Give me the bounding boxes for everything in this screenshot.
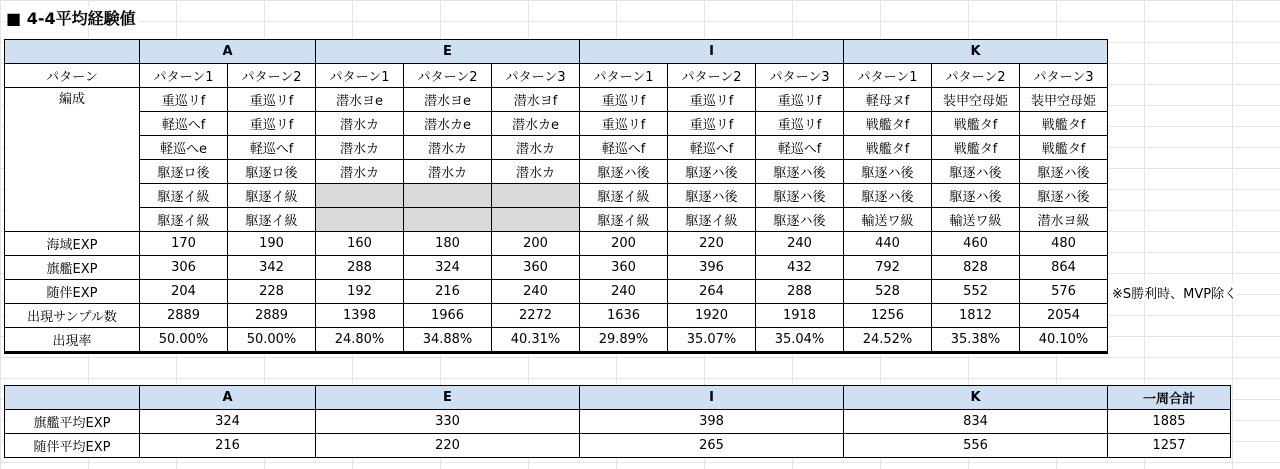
fleet-cell [404, 208, 492, 232]
fleet-cell: 駆逐ロ後 [140, 160, 228, 184]
value-cell: 396 [668, 256, 756, 280]
value-cell: 288 [316, 256, 404, 280]
value-cell: 170 [140, 232, 228, 256]
value-cell: 306 [140, 256, 228, 280]
value-cell: 360 [492, 256, 580, 280]
fleet-cell: 戦艦タf [844, 112, 932, 136]
fleet-cell: 駆逐イ級 [228, 184, 316, 208]
fleet-cell: 潜水カ [492, 136, 580, 160]
fleet-cell: 軽母ヌf [844, 88, 932, 112]
row-label: パターン [5, 64, 140, 88]
value-cell: 190 [228, 232, 316, 256]
total-cell: 1257 [1108, 434, 1231, 458]
pattern-cell: パターン3 [492, 64, 580, 88]
fleet-cell: 重巡リf [140, 88, 228, 112]
fleet-cell: 潜水カe [404, 112, 492, 136]
value-cell: 2889 [228, 304, 316, 328]
summary-row [5, 434, 1231, 458]
fleet-cell: 潜水カ [404, 136, 492, 160]
value-cell: 360 [580, 256, 668, 280]
group-header: K [844, 386, 1108, 410]
fleet-cell: 重巡リf [668, 88, 756, 112]
fleet-cell: 戦艦タf [1020, 136, 1108, 160]
fleet-cell [404, 184, 492, 208]
total-header: 一周合計 [1108, 386, 1231, 410]
value-cell: 40.10% [1020, 328, 1108, 353]
row-label: 編成 [5, 88, 140, 232]
fleet-cell: 戦艦タf [932, 112, 1020, 136]
fleet-cell: 装甲空母姫 [932, 88, 1020, 112]
value-cell: 34.88% [404, 328, 492, 353]
value-cell: 220 [316, 434, 580, 458]
pattern-cell: パターン1 [844, 64, 932, 88]
fleet-cell: 駆逐ハ後 [580, 160, 668, 184]
fleet-cell: 駆逐ハ後 [932, 184, 1020, 208]
fleet-row [5, 160, 1108, 184]
rate-row [5, 328, 1108, 353]
summary-header-row [5, 386, 1231, 410]
pattern-cell: パターン2 [932, 64, 1020, 88]
group-header-row [5, 40, 1108, 64]
note-text: ※S勝利時、MVP除く [1112, 283, 1237, 302]
value-cell: 40.31% [492, 328, 580, 353]
fleet-cell: 輸送ワ級 [932, 208, 1020, 232]
fleet-cell: 軽巡へf [228, 136, 316, 160]
fleet-cell: 駆逐イ級 [580, 184, 668, 208]
corner-cell [5, 40, 140, 64]
value-cell: 1812 [932, 304, 1020, 328]
fleet-cell: 潜水カe [492, 112, 580, 136]
fleet-cell: 戦艦タf [1020, 112, 1108, 136]
value-cell: 216 [404, 280, 492, 304]
fleet-cell: 軽巡へf [140, 112, 228, 136]
value-cell: 216 [140, 434, 316, 458]
value-cell: 220 [668, 232, 756, 256]
value-cell: 792 [844, 256, 932, 280]
row-label: 海域EXP [5, 232, 140, 256]
fleet-row [5, 136, 1108, 160]
fleet-cell: 重巡リf [756, 88, 844, 112]
value-cell: 1636 [580, 304, 668, 328]
value-cell: 2054 [1020, 304, 1108, 328]
row-label: 出現サンプル数 [5, 304, 140, 328]
fleet-cell: 駆逐イ級 [668, 208, 756, 232]
value-cell: 264 [668, 280, 756, 304]
fleet-cell: 潜水ヨe [316, 88, 404, 112]
value-cell: 1920 [668, 304, 756, 328]
value-cell: 576 [1020, 280, 1108, 304]
group-header: A [140, 40, 316, 64]
summary-table [4, 385, 1231, 458]
fleet-cell: 駆逐イ級 [140, 184, 228, 208]
value-cell: 556 [844, 434, 1108, 458]
fleet-cell: 潜水ヨf [492, 88, 580, 112]
fleet-cell: 重巡リf [580, 112, 668, 136]
fleet-cell: 駆逐ハ後 [756, 184, 844, 208]
fleet-cell: 駆逐ハ後 [1020, 184, 1108, 208]
fleet-cell: 駆逐ロ後 [228, 160, 316, 184]
fleet-cell: 潜水カ [492, 160, 580, 184]
row-label: 随伴EXP [5, 280, 140, 304]
pattern-cell: パターン2 [404, 64, 492, 88]
group-header: E [316, 386, 580, 410]
value-cell: 324 [404, 256, 492, 280]
value-cell: 240 [492, 280, 580, 304]
exp-table [4, 39, 1108, 354]
fleet-cell: 輸送ワ級 [844, 208, 932, 232]
row-label: 出現率 [5, 328, 140, 353]
summary-row [5, 410, 1231, 434]
pattern-cell: パターン3 [1020, 64, 1108, 88]
value-cell: 460 [932, 232, 1020, 256]
value-cell: 1966 [404, 304, 492, 328]
group-header: A [140, 386, 316, 410]
value-cell: 480 [1020, 232, 1108, 256]
group-header: K [844, 40, 1108, 64]
value-cell: 552 [932, 280, 1020, 304]
fleet-cell: 駆逐ハ後 [932, 160, 1020, 184]
fleet-cell [492, 184, 580, 208]
fleet-cell: 装甲空母姫 [1020, 88, 1108, 112]
value-cell: 35.07% [668, 328, 756, 353]
fleet-cell: 重巡リf [228, 88, 316, 112]
fleet-cell: 駆逐ハ後 [668, 184, 756, 208]
corner-cell [5, 386, 140, 410]
fleet-row [5, 184, 1108, 208]
fleet-cell: 軽巡へe [140, 136, 228, 160]
pattern-cell: パターン1 [140, 64, 228, 88]
value-cell: 240 [756, 232, 844, 256]
fleet-cell: 戦艦タf [932, 136, 1020, 160]
fleet-cell: 駆逐ハ後 [1020, 160, 1108, 184]
fleet-cell [316, 184, 404, 208]
escort-exp-row [5, 280, 1108, 304]
value-cell: 330 [316, 410, 580, 434]
fleet-cell: 駆逐イ級 [140, 208, 228, 232]
value-cell: 24.52% [844, 328, 932, 353]
value-cell: 192 [316, 280, 404, 304]
fleet-cell: 潜水カ [316, 160, 404, 184]
fleet-cell: 重巡リf [756, 112, 844, 136]
row-label: 旗艦EXP [5, 256, 140, 280]
fleet-cell: 潜水カ [404, 160, 492, 184]
value-cell: 398 [580, 410, 844, 434]
value-cell: 228 [228, 280, 316, 304]
value-cell: 2272 [492, 304, 580, 328]
row-label: 旗艦平均EXP [5, 410, 140, 434]
value-cell: 24.80% [316, 328, 404, 353]
pattern-row [5, 64, 1108, 88]
fleet-cell: 潜水カ [316, 136, 404, 160]
page-title: ■ 4-4平均経験値 [6, 6, 140, 29]
total-cell: 1885 [1108, 410, 1231, 434]
fleet-cell: 駆逐ハ後 [756, 208, 844, 232]
value-cell: 1398 [316, 304, 404, 328]
fleet-cell: 戦艦タf [844, 136, 932, 160]
fleet-cell: 重巡リf [668, 112, 756, 136]
value-cell: 35.38% [932, 328, 1020, 353]
fleet-cell [316, 208, 404, 232]
group-header: E [316, 40, 580, 64]
pattern-cell: パターン3 [756, 64, 844, 88]
value-cell: 528 [844, 280, 932, 304]
fleet-cell: 駆逐イ級 [580, 208, 668, 232]
value-cell: 1256 [844, 304, 932, 328]
value-cell: 50.00% [228, 328, 316, 353]
value-cell: 864 [1020, 256, 1108, 280]
fleet-cell: 駆逐ハ後 [756, 160, 844, 184]
row-label: 随伴平均EXP [5, 434, 140, 458]
value-cell: 180 [404, 232, 492, 256]
sea-exp-row [5, 232, 1108, 256]
value-cell: 440 [844, 232, 932, 256]
fleet-cell: 軽巡へf [580, 136, 668, 160]
group-header: I [580, 386, 844, 410]
fleet-row [5, 112, 1108, 136]
value-cell: 29.89% [580, 328, 668, 353]
value-cell: 342 [228, 256, 316, 280]
fleet-cell: 駆逐ハ後 [844, 160, 932, 184]
fleet-cell: 駆逐ハ後 [844, 184, 932, 208]
value-cell: 35.04% [756, 328, 844, 353]
fleet-cell: 重巡リf [228, 112, 316, 136]
fleet-row [5, 208, 1108, 232]
pattern-cell: パターン2 [668, 64, 756, 88]
value-cell: 240 [580, 280, 668, 304]
group-header: I [580, 40, 844, 64]
value-cell: 432 [756, 256, 844, 280]
value-cell: 2889 [140, 304, 228, 328]
flag-exp-row [5, 256, 1108, 280]
fleet-cell [492, 208, 580, 232]
fleet-cell: 重巡リf [580, 88, 668, 112]
value-cell: 50.00% [140, 328, 228, 353]
value-cell: 834 [844, 410, 1108, 434]
fleet-cell: 駆逐ハ後 [668, 160, 756, 184]
fleet-cell: 潜水ヨ級 [1020, 208, 1108, 232]
fleet-cell: 潜水カ [316, 112, 404, 136]
value-cell: 828 [932, 256, 1020, 280]
value-cell: 288 [756, 280, 844, 304]
fleet-cell: 駆逐イ級 [228, 208, 316, 232]
fleet-row [5, 88, 1108, 112]
value-cell: 200 [580, 232, 668, 256]
fleet-cell: 軽巡へf [756, 136, 844, 160]
samples-row [5, 304, 1108, 328]
value-cell: 265 [580, 434, 844, 458]
value-cell: 160 [316, 232, 404, 256]
pattern-cell: パターン1 [580, 64, 668, 88]
fleet-cell: 潜水ヨe [404, 88, 492, 112]
value-cell: 1918 [756, 304, 844, 328]
fleet-cell: 軽巡へf [668, 136, 756, 160]
value-cell: 324 [140, 410, 316, 434]
value-cell: 200 [492, 232, 580, 256]
value-cell: 204 [140, 280, 228, 304]
pattern-cell: パターン1 [316, 64, 404, 88]
pattern-cell: パターン2 [228, 64, 316, 88]
